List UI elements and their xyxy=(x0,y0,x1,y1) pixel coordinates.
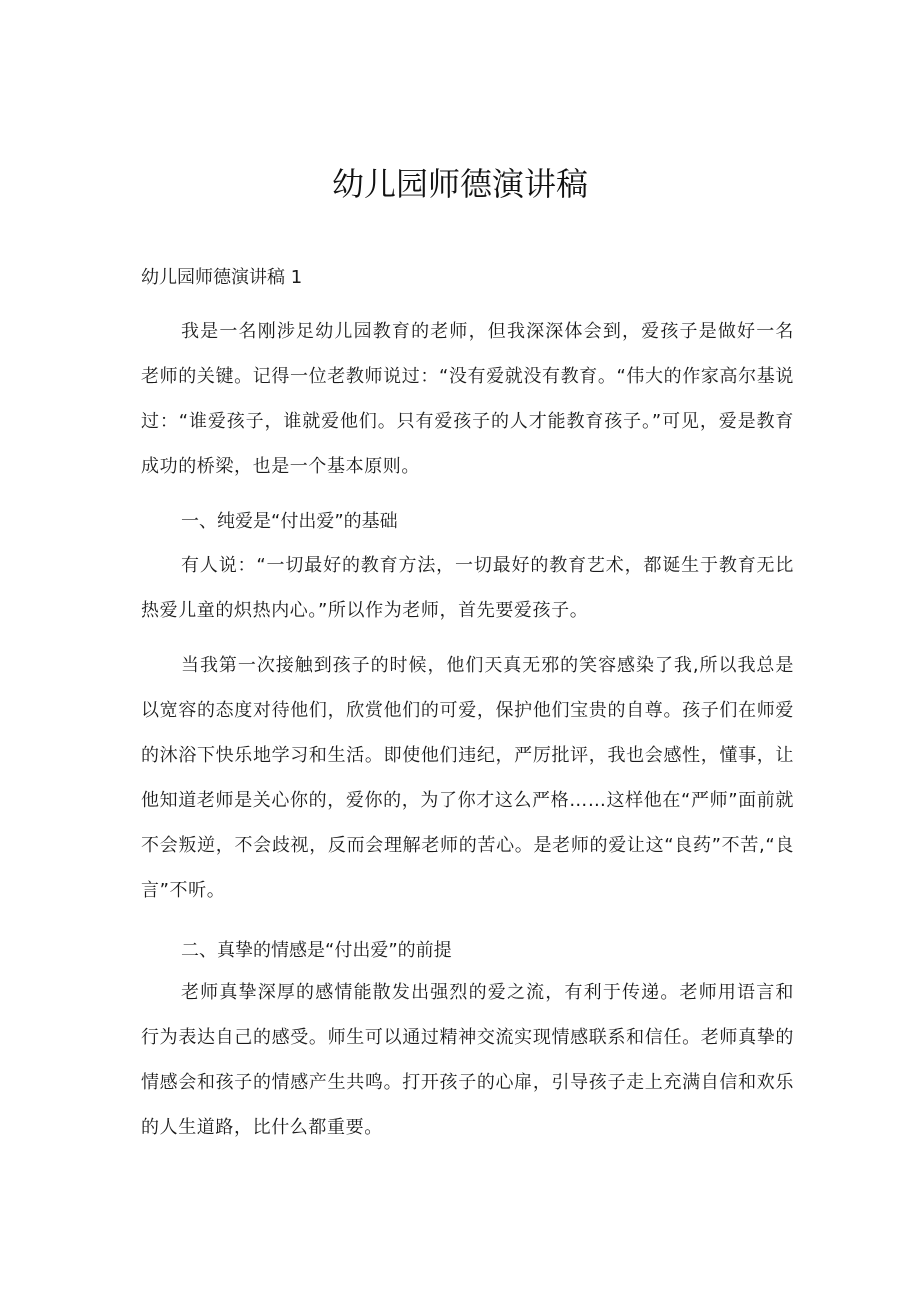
paragraph-1: 我是一名刚涉足幼儿园教育的老师，但我深深体会到，爱孩子是做好一名老师的关键。记得一位老教师说过：“没有爱就没有教育。“伟大的作家高尔基说过：“谁爱孩子，谁就爱他们。只有爱孩子的人才能教育孩子。”可见，爱是教育成功的桥梁，也是一个基本原则。 xyxy=(141,321,794,477)
document-subtitle: 幼儿园师德演讲稿 1 xyxy=(141,267,303,288)
paragraph-4: 老师真挚深厚的感情能散发出强烈的爱之流，有利于传递。老师用语言和行为表达自己的感受。师生可以通过精神交流实现情感联系和信任。老师真挚的情感会和孩子的情感产生共鸣。打开孩子的心扉，引导孩子走上充满自信和欢乐的人生道路，比什么都重要。 xyxy=(141,982,794,1138)
section-heading-2: 二、真挚的情感是“付出爱”的前提 xyxy=(181,940,452,961)
section-heading-1: 一、纯爱是“付出爱”的基础 xyxy=(181,511,398,532)
paragraph-2: 有人说：“一切最好的教育方法，一切最好的教育艺术，都诞生于教育无比热爱儿童的炽热内心。”所以作为老师，首先要爱孩子。 xyxy=(141,555,794,621)
document-title: 幼儿园师德演讲稿 xyxy=(331,165,588,203)
paragraph-3: 当我第一次接触到孩子的时候，他们天真无邪的笑容感染了我,所以我总是以宽容的态度对待他们，欣赏他们的可爱，保护他们宝贵的自尊。孩子们在师爱的沐浴下快乐地学习和生活。即使他们违纪，严厉批评，我也会感性，懂事，让他知道老师是关心你的，爱你的，为了你才这么严格……这样他在“严师”面前就不会叛逆，不会歧视，反而会理解老师的苦心。是老师的爱让这“良药”不苦,“良言”不听。 xyxy=(141,655,794,901)
